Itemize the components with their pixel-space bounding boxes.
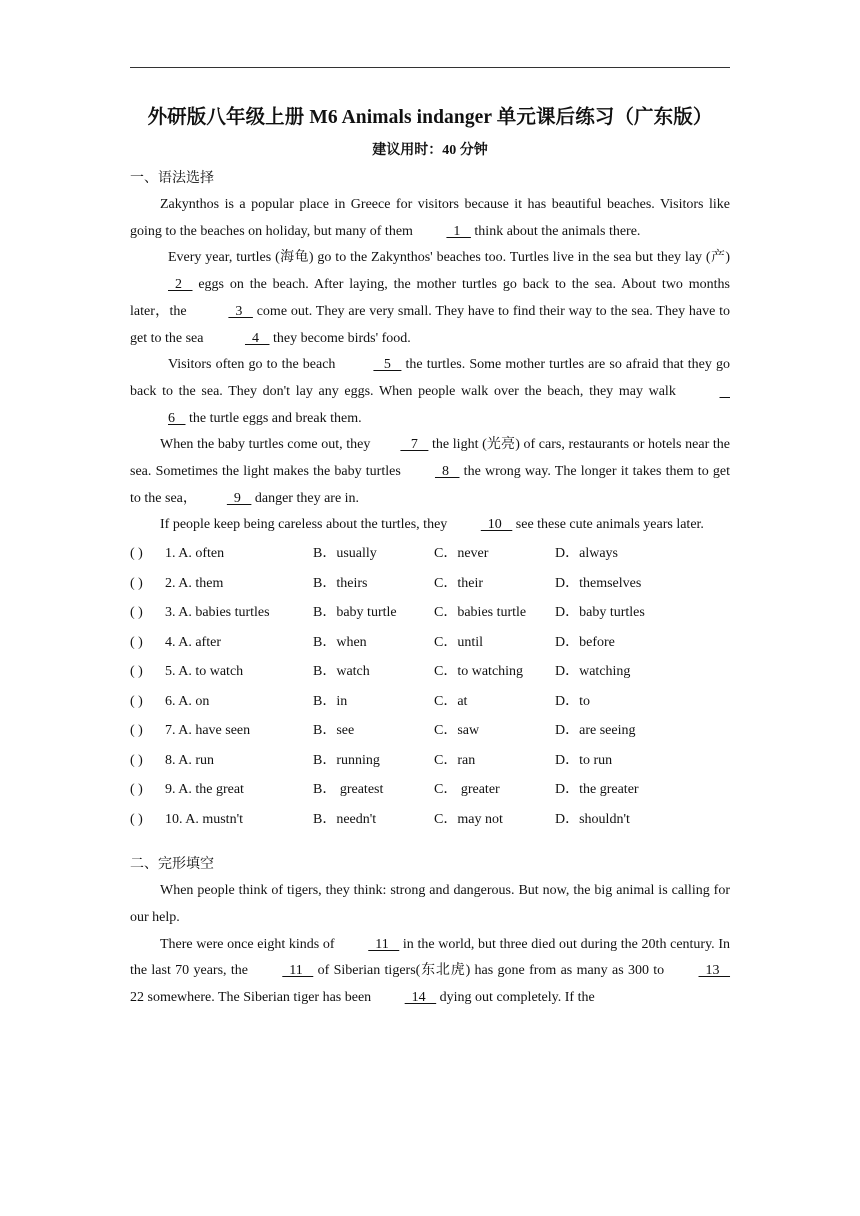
passage-text: Every year, turtles (海龟) go to the Zakynthos' beaches too. Turtles live in the sea but they lay (产) (168, 250, 730, 266)
blank-11-repeat: 11 (282, 963, 314, 979)
option-b: B．running (313, 752, 380, 768)
answer-paren[interactable]: ( ) (130, 693, 143, 709)
answer-paren[interactable]: ( ) (130, 752, 143, 768)
question-row (130, 598, 730, 628)
passage-paragraph (130, 192, 730, 245)
option-c: C．ran (434, 752, 476, 768)
option-b: B．baby turtle (313, 605, 397, 621)
option-b: B．when (313, 634, 367, 650)
passage-text: the turtles. Some mother turtles are so afraid that they go back to the sea. They don't lay any eggs. When people walk over the beach, they may walk (130, 357, 730, 399)
option-d: D．the greater (555, 782, 639, 798)
option-a: 5. A. to watch (165, 664, 244, 680)
option-a: 2. A. them (165, 575, 224, 591)
passage-text: the wrong way. The longer it takes them to get to the sea， (130, 464, 730, 506)
passage-text: eggs on the beach. After laying, the mother turtles go back to the sea. About two months later，the (130, 277, 730, 319)
option-a: 4. A. after (165, 634, 221, 650)
section-heading-cloze: 二、完形填空 (130, 857, 214, 873)
question-row (130, 746, 730, 776)
option-d: D．baby turtles (555, 605, 645, 621)
option-d: D．before (555, 634, 615, 650)
option-a: 7. A. have seen (165, 723, 251, 739)
document-page (130, 98, 730, 1012)
question-list (130, 539, 730, 834)
option-d: D．shouldn't (555, 811, 630, 827)
option-d: D．themselves (555, 575, 642, 591)
blank-9: 9 (226, 490, 252, 506)
passage-text: danger they are in. (251, 490, 360, 506)
option-a: 3. A. babies turtles (165, 605, 270, 621)
question-row (130, 687, 730, 717)
answer-paren[interactable]: ( ) (130, 811, 143, 827)
blank-6: 6 (168, 410, 186, 426)
option-c: C．never (434, 546, 489, 562)
header-rule (130, 67, 730, 68)
blank-3: 3 (228, 303, 253, 319)
option-b: B．theirs (313, 575, 368, 591)
suggested-time: 建议用时：40 分钟 (372, 143, 488, 158)
passage-text: Visitors often go to the beach (168, 357, 336, 373)
option-d: D．to (555, 693, 590, 709)
passage-text: they become birds' food. (269, 330, 411, 346)
question-row (130, 539, 730, 569)
passage-paragraph (130, 245, 730, 352)
blank-13: 13 (698, 963, 731, 979)
passage-text: Zakynthos is a popular place in Greece for visitors because it has beautiful beaches. Visitors like going to the beaches on holiday, but many of them (130, 197, 730, 239)
blank-6-start (682, 379, 731, 406)
option-c: C． greater (434, 782, 500, 798)
answer-paren[interactable]: ( ) (130, 664, 143, 680)
option-c: C．may not (434, 811, 503, 827)
answer-paren[interactable]: ( ) (130, 782, 143, 798)
option-c: C．at (434, 693, 468, 709)
option-a: 1. A. often (165, 546, 225, 562)
option-b: B．watch (313, 664, 370, 680)
question-row (130, 657, 730, 687)
question-row (130, 805, 730, 835)
passage-text: 22 somewhere. The Siberian tiger has been (130, 989, 375, 1005)
document-title: 外研版八年级上册 M6 Animals indanger 单元课后练习（广东版） (147, 107, 713, 128)
option-d: D．to run (555, 752, 613, 768)
option-a: 6. A. on (165, 693, 210, 709)
answer-paren[interactable]: ( ) (130, 546, 143, 562)
question-row (130, 569, 730, 599)
passage-text: think about the animals there. (470, 223, 641, 239)
passage-paragraph (130, 512, 730, 539)
passage-paragraph (130, 352, 730, 432)
option-d: D．always (555, 546, 618, 562)
answer-paren[interactable]: ( ) (130, 634, 143, 650)
option-c: C．their (434, 575, 483, 591)
blank-1: 1 (446, 223, 471, 239)
passage-text: There were once eight kinds of (160, 936, 339, 952)
passage-text: see these cute animals years later. (512, 517, 704, 533)
section-heading-grammar: 一、语法选择 (130, 171, 214, 186)
option-c: C．until (434, 634, 484, 650)
passage-paragraph (130, 932, 730, 1012)
option-a: 8. A. run (165, 752, 214, 768)
question-row (130, 628, 730, 658)
option-b: B．in (313, 693, 348, 709)
answer-paren[interactable]: ( ) (130, 723, 143, 739)
section-spacer (130, 834, 730, 849)
option-c: C．to watching (434, 664, 524, 680)
blank-7: 7 (400, 437, 429, 453)
option-a: 9. A. the great (165, 782, 244, 798)
passage-text: When the baby turtles come out, they (160, 437, 371, 453)
blank-14: 14 (404, 989, 437, 1005)
passage-paragraph: When people think of tigers, they think: strong and dangerous. But now, the big animal is calling for our help. (130, 883, 730, 925)
question-row (130, 775, 730, 805)
option-d: D．are seeing (555, 723, 636, 739)
option-a: 10. A. mustn't (165, 811, 243, 827)
option-d: D．watching (555, 664, 631, 680)
answer-paren[interactable]: ( ) (130, 575, 143, 591)
passage-text: dying out completely. If the (436, 989, 595, 1005)
passage-text: come out. They are very small. They have to find their way to the sea. They have to get to the sea (130, 303, 731, 346)
passage-text: If people keep being careless about the turtles, they (160, 517, 451, 533)
blank-5: 5 (373, 357, 402, 373)
option-b: B． greatest (313, 782, 384, 798)
option-c: C．saw (434, 723, 480, 739)
passage-text: the light (光亮) of cars, restaurants or hotels near the sea. Sometimes the light makes the baby turtles (130, 437, 730, 480)
option-b: B．see (313, 723, 355, 739)
blank-8: 8 (434, 464, 460, 480)
passage-text: in the world, but three died out during the 20th century. In the last 70 years, the (130, 936, 730, 979)
option-b: B．needn't (313, 811, 377, 827)
option-c: C．babies turtle (434, 605, 527, 621)
passage-text: of Siberian tigers(东北虎) has gone from as many as 300 to (313, 963, 669, 979)
question-row (130, 716, 730, 746)
blank-10: 10 (480, 517, 513, 533)
blank-11: 11 (368, 936, 400, 952)
option-b: B．usually (313, 546, 377, 562)
passage-text: the turtle eggs and break them. (185, 410, 362, 426)
blank-2: 2 (168, 277, 193, 293)
passage-paragraph (130, 432, 730, 512)
blank-4: 4 (244, 330, 270, 346)
answer-paren[interactable]: ( ) (130, 605, 143, 621)
